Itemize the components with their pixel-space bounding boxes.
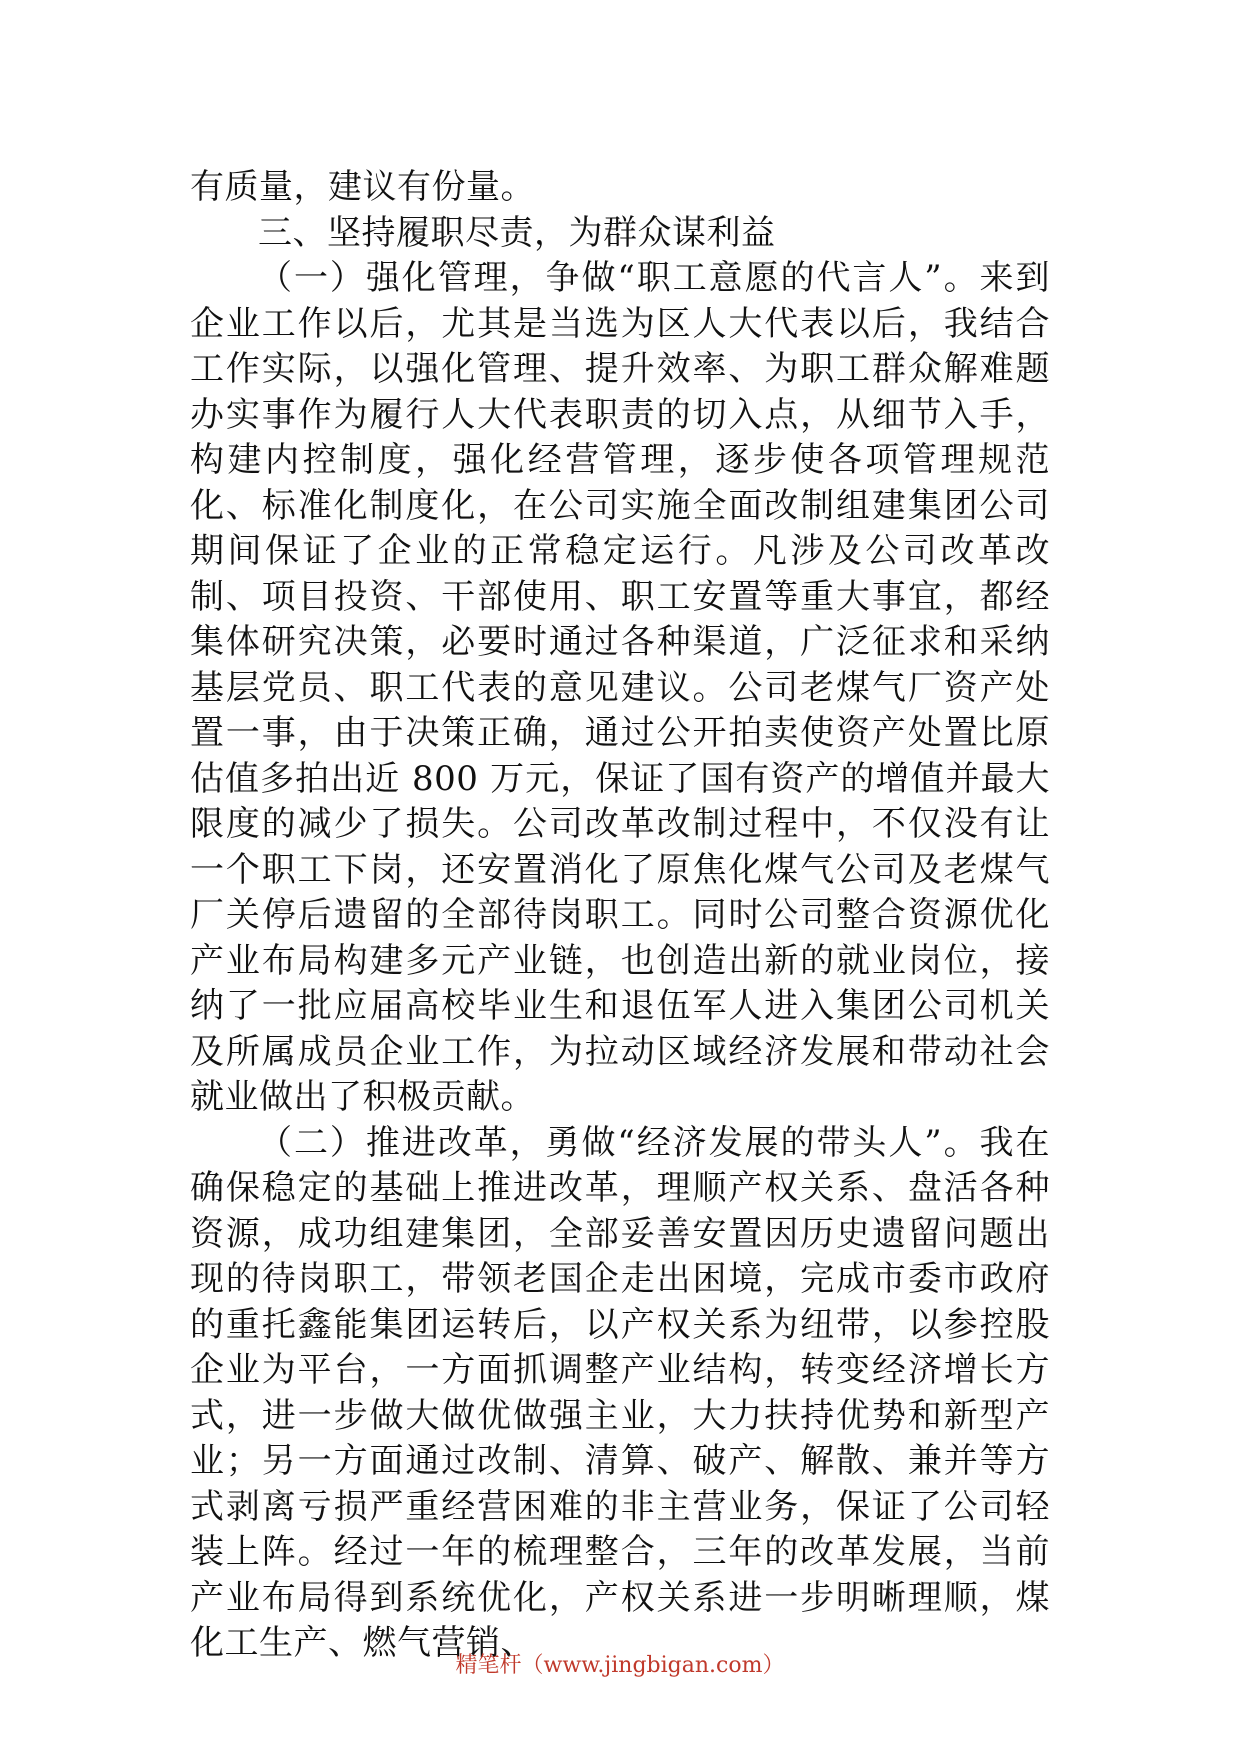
section-heading: 三、坚持履职尽责，为群众谋利益: [258, 212, 776, 253]
paragraph-continuation: 有质量，建议有份量。: [190, 167, 535, 207]
document-body: [190, 165, 1050, 1667]
footer-watermark: 精笔杆（www.jingbigan.com）: [455, 1653, 785, 1678]
paragraph-promote-reform: （二）推进改革，勇做“经济发展的带头人”。我在确保稳定的基础上推进改革，理顺产权关系、盘活各种资源，成功组建集团，全部妥善安置因历史遗留问题出现的待岗职工，带领老国企走出困境，完成市委市政府的重托鑫能集团运转后，以产权关系为纽带，以参控股企业为平台，一方面抓调整产业结构，转变经济增长方式，进一步做大做优做强主业，大力扶持优势和新型产业；另一方面通过改制、清算、破产、解散、兼并等方式剥离亏损严重经营困难的非主营业务，保证了公司轻装上阵。经过一年的梳理整合，三年的改革发展，当前产业布局得到系统优化，产权关系进一步明晰理顺，煤化工生产、燃气营销、: [190, 1122, 1050, 1663]
paragraph-strengthen-management: （一）强化管理，争做“职工意愿的代言人”。来到企业工作以后，尤其是当选为区人大代表以后，我结合工作实际，以强化管理、提升效率、为职工群众解难题办实事作为履行人大代表职责的切入点，从细节入手，构建内控制度，强化经营管理，逐步使各项管理规范化、标准化制度化，在公司实施全面改制组建集团公司期间保证了企业的正常稳定运行。凡涉及公司改革改制、项目投资、干部使用、职工安置等重大事宜，都经集体研究决策，必要时通过各种渠道，广泛征求和采纳基层党员、职工代表的意见建议。公司老煤气厂资产处置一事，由于决策正确，通过公开拍卖使资产处置比原估值多拍出近 800 万元，保证了国有资产的增值并最大限度的减少了损失。公司改革改制过程中，不仅没有让一个职工下岗，还安置消化了原焦化煤气公司及老煤气厂关停后遗留的全部待岗职工。同时公司整合资源优化产业布局构建多元产业链，也创造出新的就业岗位，接纳了一批应届高校毕业生和退伍军人进入集团公司机关及所属成员企业工作，为拉动区域经济发展和带动社会就业做出了积极贡献。: [190, 258, 1050, 1117]
